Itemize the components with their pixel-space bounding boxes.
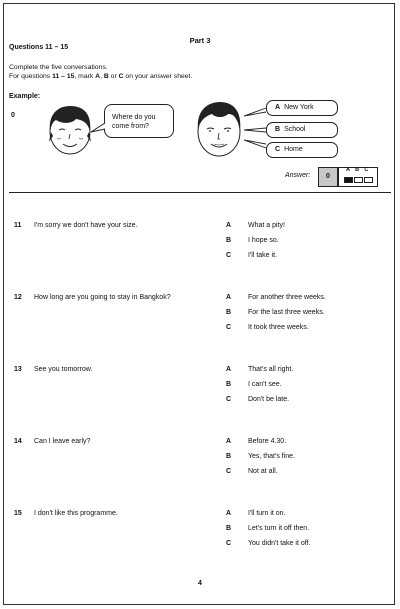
example-label: Example: [9, 93, 41, 100]
option-letter: C [226, 468, 232, 475]
option-letter: B [275, 126, 281, 133]
option-letter: C [226, 324, 232, 331]
bubble-line-1: Where do you [112, 114, 156, 121]
instr-text: , mark [74, 72, 96, 80]
instr-text: or [108, 72, 119, 80]
instr-range: 11 – 15 [52, 72, 75, 80]
question-number: 11 [14, 222, 22, 229]
question-text: See you tomorrow. [34, 366, 93, 373]
option-letter: A [226, 366, 232, 373]
bubble-line-2: come from? [112, 123, 149, 130]
option-letter: C [226, 252, 232, 259]
question-text: I don't like this programme. [34, 510, 118, 517]
question-text: Can I leave early? [34, 438, 91, 445]
part-heading: Part 3 [189, 36, 211, 45]
bubble-tail [90, 122, 108, 134]
page-number: 4 [198, 580, 202, 587]
question-number: 13 [14, 366, 22, 373]
option-text: For another three weeks. [248, 294, 326, 301]
speech-bubble [104, 104, 174, 138]
option-text: Not at all. [248, 468, 278, 475]
option-letter: A [226, 222, 232, 229]
example-number: 0 [11, 112, 15, 119]
question-number: 12 [14, 294, 22, 301]
instr-letter-c: C [118, 72, 124, 80]
instr-letter-a: A [95, 72, 101, 80]
questions-range: Questions 11 – 15 [9, 44, 69, 51]
option-text: Let's turn it off then. [248, 525, 310, 532]
answer-number-box: 0 [318, 167, 338, 187]
instr-text: For questions [9, 72, 53, 80]
option-letter: C [226, 540, 232, 547]
option-text: I'll take it. [248, 252, 277, 259]
option-letter: C [275, 146, 281, 153]
section-divider [9, 192, 391, 193]
option-text: Don't be late. [248, 396, 290, 403]
option-text: Yes, that's fine. [248, 453, 295, 460]
example-option-a [266, 100, 338, 116]
instruction-line-2 [9, 73, 192, 82]
option-letter: B [226, 453, 232, 460]
question-text: I'm sorry we don't have your size. [34, 222, 138, 229]
question-number: 15 [14, 510, 22, 517]
option-letter: B [226, 237, 232, 244]
option-text: For the last three weeks. [248, 309, 325, 316]
option-text: Before 4.30. [248, 438, 287, 445]
option-letter: A [275, 104, 281, 111]
instr-letter-b: B [103, 72, 109, 80]
option-text: What a pity! [248, 222, 285, 229]
option-letter: A [226, 294, 232, 301]
option-text: School [284, 126, 306, 133]
question-text: How long are you going to stay in Bangkok? [34, 294, 171, 301]
answer-cell-a-filled [344, 177, 353, 183]
example-option-b [266, 122, 338, 138]
instruction-line-1: Complete the five conversations. [9, 64, 108, 71]
instructions [9, 64, 192, 81]
option-letter: C [226, 396, 232, 403]
option-text: You didn't take it off. [248, 540, 311, 547]
option-letter: B [226, 309, 232, 316]
option-text: That's all right. [248, 366, 294, 373]
instr-text: on your answer sheet. [123, 72, 193, 80]
answer-cell-c [364, 177, 373, 183]
answer-label: Answer: [285, 172, 311, 179]
instr-text: , [100, 72, 104, 80]
option-text: Home [284, 146, 303, 153]
question-number: 14 [14, 438, 22, 445]
option-text: It took three weeks. [248, 324, 309, 331]
option-letter: A [226, 438, 232, 445]
exam-page [3, 3, 395, 605]
option-text: I'll turn it on. [248, 510, 286, 517]
option-text: New York [284, 104, 314, 111]
answer-letters: ABC [346, 167, 374, 173]
option-letter: B [226, 525, 232, 532]
answer-cell-b [354, 177, 363, 183]
option-text: I hope so. [248, 237, 279, 244]
option-letter: B [226, 381, 232, 388]
example-option-c [266, 142, 338, 158]
option-text: I can't see. [248, 381, 282, 388]
option-letter: A [226, 510, 232, 517]
